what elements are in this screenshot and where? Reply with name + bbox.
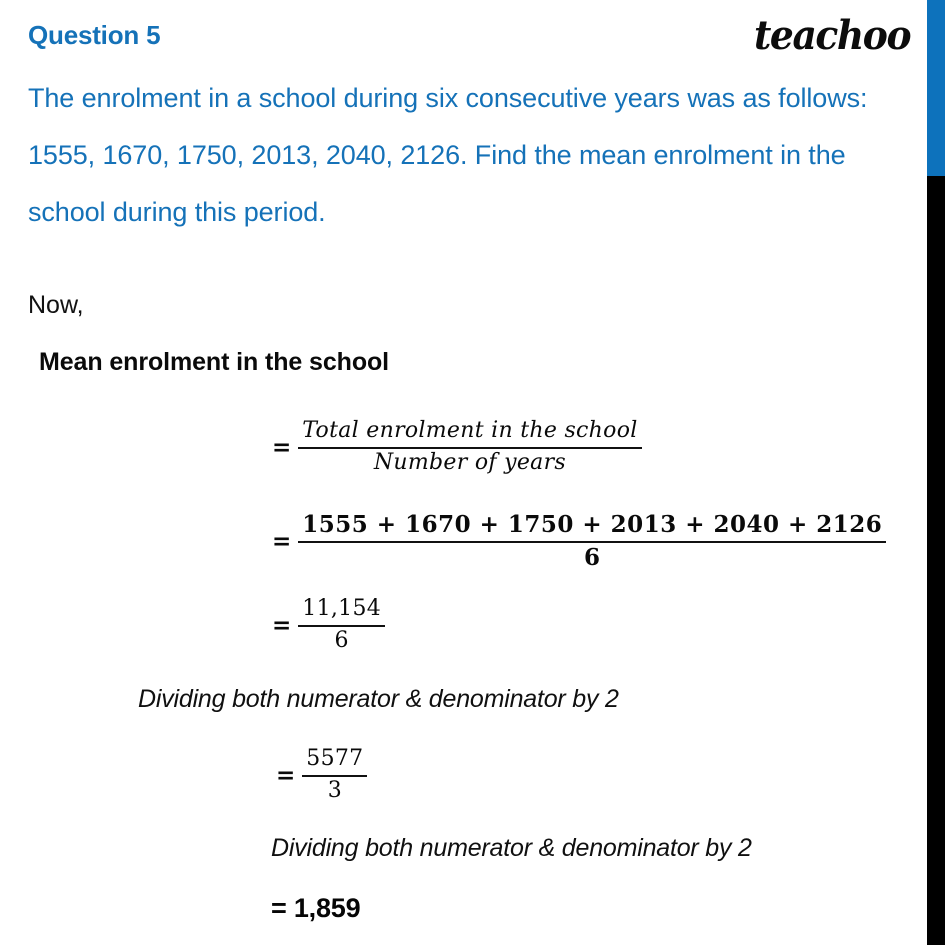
equation-step-reduced <box>276 747 367 803</box>
fraction-bar <box>298 447 641 449</box>
question-number-heading: Question 5 <box>28 20 161 50</box>
now-label: Now, <box>28 291 84 319</box>
fraction-total <box>298 597 385 653</box>
fraction-bar <box>298 625 385 627</box>
fraction-reduced <box>302 747 367 803</box>
equals-sign: = <box>272 527 292 555</box>
fraction-numerator: 11,154 <box>302 596 382 621</box>
fraction-numerator: 5577 <box>306 746 364 771</box>
equation-step-definition <box>272 419 642 475</box>
fraction-definition <box>298 419 641 475</box>
fraction-sum <box>298 512 886 571</box>
dividing-note-second: Dividing both numerator & denominator by 2 <box>271 834 752 862</box>
question-line-1: The enrolment in a school during six consecutive years was as follows: <box>28 83 868 113</box>
teachoo-logo: teachoo <box>753 12 910 59</box>
dividing-note-first: Dividing both numerator & denominator by 2 <box>138 685 619 713</box>
fraction-denominator: 6 <box>334 627 349 653</box>
equation-step-total <box>272 597 385 653</box>
question-line-3: school during this period. <box>28 197 326 227</box>
question-statement <box>28 70 943 241</box>
equals-sign: = <box>276 761 296 789</box>
equals-sign: = <box>272 433 292 461</box>
right-edge-black-bar <box>927 176 945 945</box>
fraction-denominator: Number of years <box>373 449 566 475</box>
question-line-2: 1555, 1670, 1750, 2013, 2040, 2126. Find the mean enrolment in the <box>28 140 846 170</box>
fraction-numerator: Total enrolment in the school <box>302 418 638 443</box>
equation-step-sum <box>272 512 886 571</box>
fraction-bar <box>298 541 886 543</box>
final-answer: = 1,859 <box>271 893 361 923</box>
fraction-numerator: 1555 + 1670 + 1750 + 2013 + 2040 + 2126 <box>302 511 883 538</box>
fraction-denominator: 3 <box>327 777 343 803</box>
fraction-denominator: 6 <box>584 543 601 571</box>
fraction-bar <box>302 775 367 777</box>
mean-enrolment-label: Mean enrolment in the school <box>39 348 390 376</box>
equals-sign: = <box>272 611 292 639</box>
